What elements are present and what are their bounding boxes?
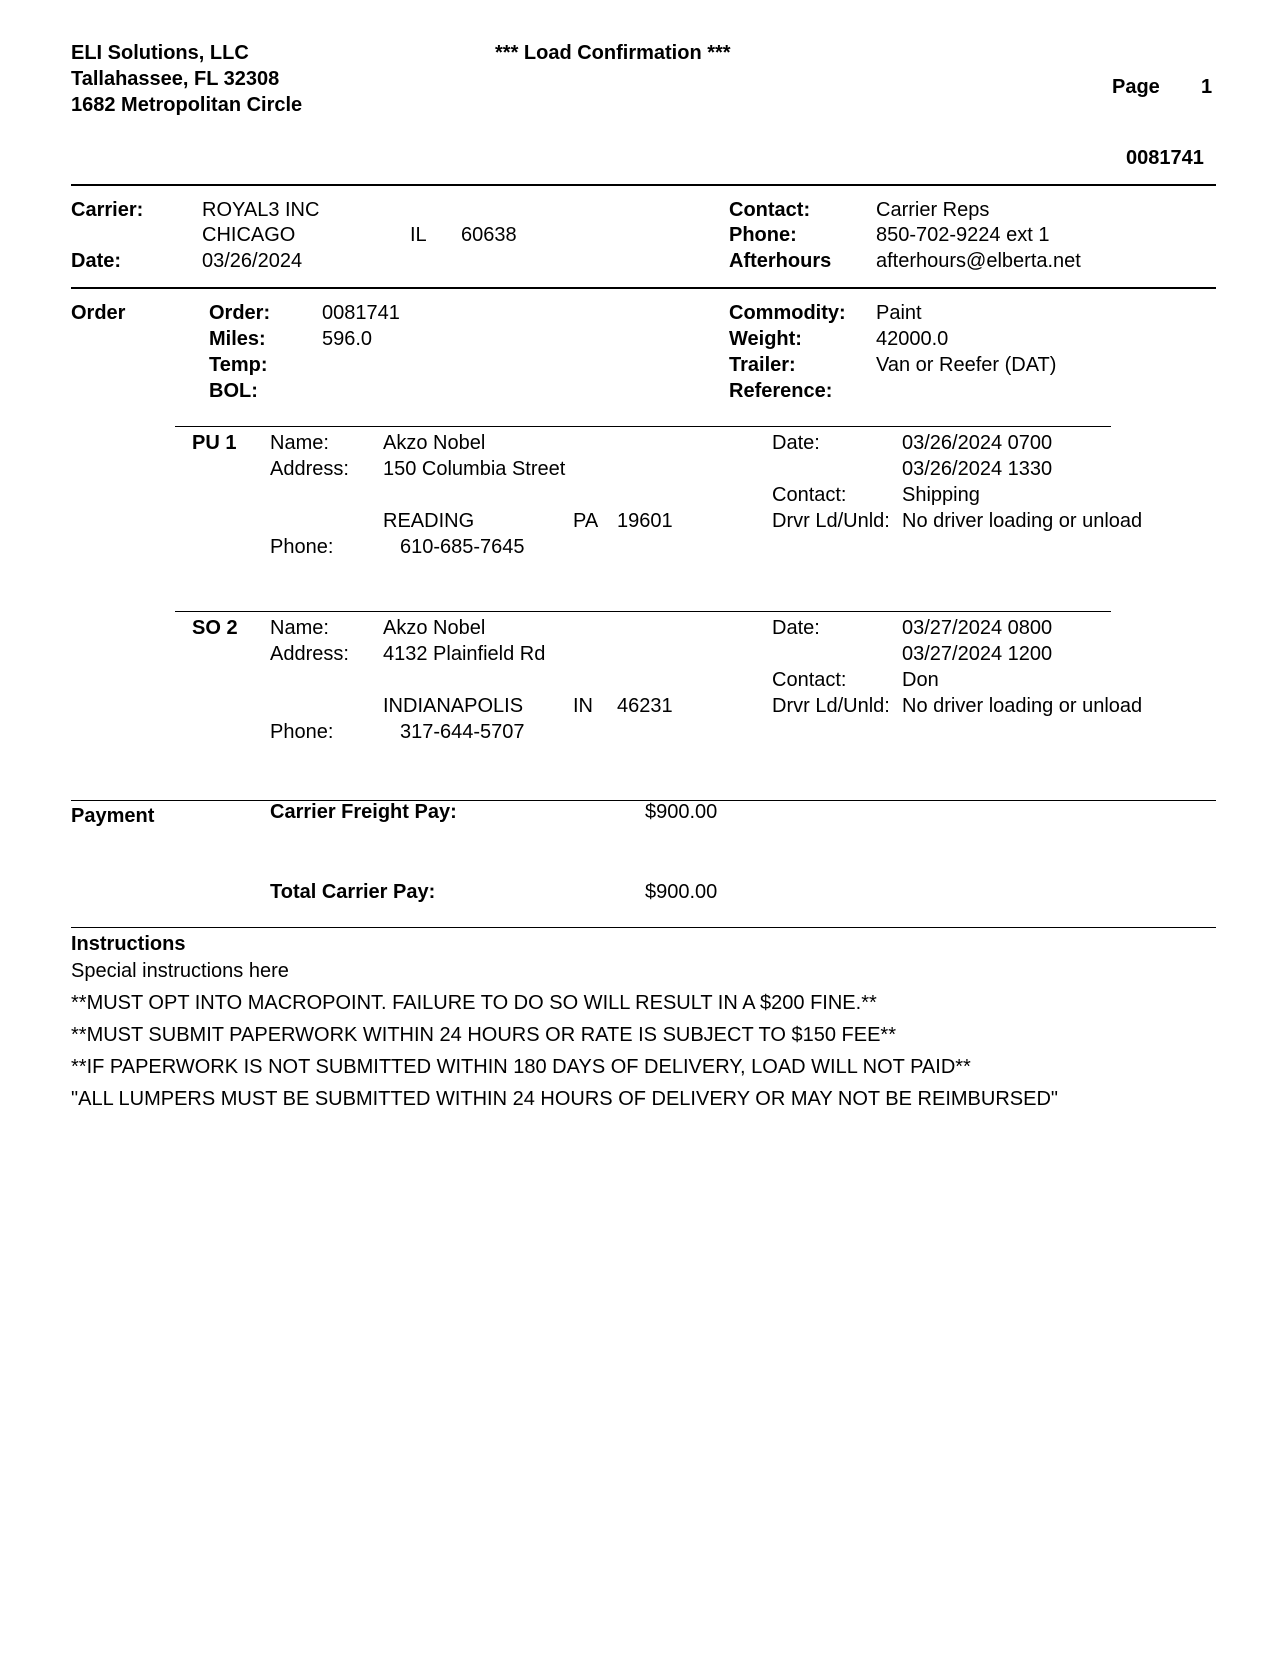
stop-address-label: Address: xyxy=(270,458,349,480)
stop-date-label: Date: xyxy=(772,432,820,454)
phone-label: Phone: xyxy=(729,224,797,246)
stop-drvr-label: Drvr Ld/Unld: xyxy=(772,510,890,532)
stop-state: IN xyxy=(573,695,593,717)
contact-label: Contact: xyxy=(729,199,811,221)
freight-pay-value: $900.00 xyxy=(645,801,718,823)
instruction-line: **MUST OPT INTO MACROPOINT. FAILURE TO DO SO WILL RESULT IN A $200 FINE.** xyxy=(71,992,877,1014)
divider xyxy=(175,426,1111,427)
trailer-label: Trailer: xyxy=(729,354,796,376)
divider xyxy=(175,611,1111,612)
stop-phone: 610-685-7645 xyxy=(400,536,525,558)
weight-value: 42000.0 xyxy=(876,328,949,350)
stop-date-1: 03/27/2024 0800 xyxy=(902,617,1053,639)
stop-city: READING xyxy=(383,510,475,532)
instruction-line: **MUST SUBMIT PAPERWORK WITHIN 24 HOURS OR RATE IS SUBJECT TO $150 FEE** xyxy=(71,1024,896,1046)
weight-label: Weight: xyxy=(729,328,802,350)
carrier-state: IL xyxy=(410,224,427,246)
document-title: *** Load Confirmation *** xyxy=(495,42,731,64)
instruction-line: "ALL LUMPERS MUST BE SUBMITTED WITHIN 24 HOURS OF DELIVERY OR MAY NOT BE REIMBURSED" xyxy=(71,1088,1058,1110)
freight-pay-label: Carrier Freight Pay: xyxy=(270,801,457,823)
order-label: Order: xyxy=(209,302,271,324)
carrier-label: Carrier: xyxy=(71,199,144,221)
stop-phone-label: Phone: xyxy=(270,721,334,743)
instruction-line: Special instructions here xyxy=(71,960,289,982)
stop-contact: Don xyxy=(902,669,939,691)
afterhours-email: afterhours@elberta.net xyxy=(876,250,1081,272)
stop-drvr: No driver loading or unload xyxy=(902,695,1143,717)
stop-contact-label: Contact: xyxy=(772,484,847,506)
carrier-phone: 850-702-9224 ext 1 xyxy=(876,224,1050,246)
commodity-label: Commodity: xyxy=(729,302,846,324)
stop-date-2: 03/27/2024 1200 xyxy=(902,643,1053,665)
afterhours-label: Afterhours xyxy=(729,250,832,272)
stop-zip: 46231 xyxy=(617,695,673,717)
trailer-value: Van or Reefer (DAT) xyxy=(876,354,1057,376)
stop-address: 150 Columbia Street xyxy=(383,458,566,480)
instructions-title: Instructions xyxy=(71,933,186,955)
divider xyxy=(71,287,1216,289)
stop-date-2: 03/26/2024 1330 xyxy=(902,458,1053,480)
stop-phone: 317-644-5707 xyxy=(400,721,525,743)
miles-value: 596.0 xyxy=(322,328,373,350)
stop-contact: Shipping xyxy=(902,484,980,506)
stop-tag: SO 2 xyxy=(192,617,238,639)
divider xyxy=(71,184,1216,186)
order-number-header: 0081741 xyxy=(1126,147,1204,169)
stop-drvr-label: Drvr Ld/Unld: xyxy=(772,695,890,717)
carrier-date: 03/26/2024 xyxy=(202,250,303,272)
date-label: Date: xyxy=(71,250,122,272)
stop-name-label: Name: xyxy=(270,617,329,639)
carrier-city: CHICAGO xyxy=(202,224,296,246)
divider xyxy=(71,927,1216,928)
page-label: Page xyxy=(1112,76,1160,98)
company-street: 1682 Metropolitan Circle xyxy=(71,94,303,116)
stop-date-label: Date: xyxy=(772,617,820,639)
carrier-zip: 60638 xyxy=(461,224,517,246)
reference-label: Reference: xyxy=(729,380,833,402)
stop-name: Akzo Nobel xyxy=(383,617,486,639)
page-number: 1 xyxy=(1201,76,1213,98)
stop-tag: PU 1 xyxy=(192,432,237,454)
stop-address-label: Address: xyxy=(270,643,349,665)
divider xyxy=(71,800,1216,801)
total-pay-label: Total Carrier Pay: xyxy=(270,881,436,903)
company-name: ELI Solutions, LLC xyxy=(71,42,249,64)
instruction-line: **IF PAPERWORK IS NOT SUBMITTED WITHIN 180 DAYS OF DELIVERY, LOAD WILL NOT PAID** xyxy=(71,1056,971,1078)
stop-name: Akzo Nobel xyxy=(383,432,486,454)
stop-drvr: No driver loading or unload xyxy=(902,510,1143,532)
total-pay-value: $900.00 xyxy=(645,881,718,903)
stop-phone-label: Phone: xyxy=(270,536,334,558)
bol-label: BOL: xyxy=(209,380,258,402)
stop-contact-label: Contact: xyxy=(772,669,847,691)
carrier-contact: Carrier Reps xyxy=(876,199,990,221)
commodity-value: Paint xyxy=(876,302,922,324)
stop-date-1: 03/26/2024 0700 xyxy=(902,432,1053,454)
stop-city: INDIANAPOLIS xyxy=(383,695,524,717)
stop-state: PA xyxy=(573,510,599,532)
order-value: 0081741 xyxy=(322,302,400,324)
company-city: Tallahassee, FL 32308 xyxy=(71,68,280,90)
stop-zip: 19601 xyxy=(617,510,673,532)
temp-label: Temp: xyxy=(209,354,268,376)
order-section-label: Order xyxy=(71,302,126,324)
miles-label: Miles: xyxy=(209,328,266,350)
stop-name-label: Name: xyxy=(270,432,329,454)
payment-section-label: Payment xyxy=(71,805,155,827)
stop-address: 4132 Plainfield Rd xyxy=(383,643,546,665)
carrier-name: ROYAL3 INC xyxy=(202,199,320,221)
